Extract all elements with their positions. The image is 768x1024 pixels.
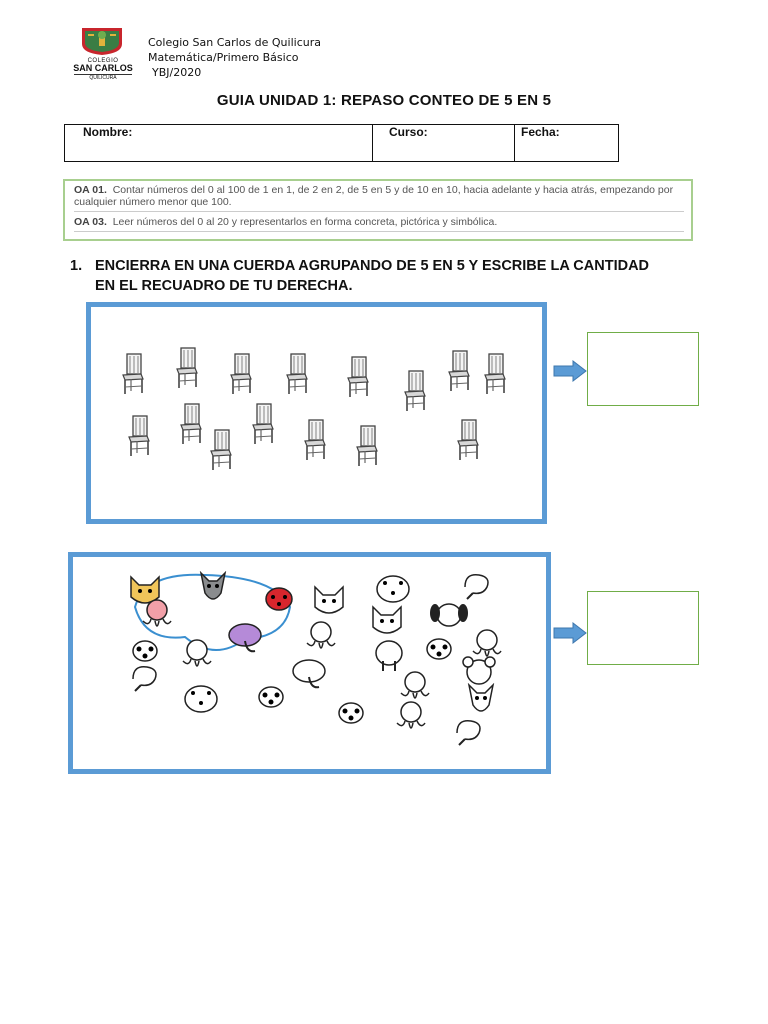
logo-line-colegio: COLEGIO — [87, 58, 119, 64]
chair-icon — [346, 356, 370, 398]
leopard-face-icon — [373, 571, 413, 607]
chair-icon — [355, 425, 379, 467]
dog-face-icon — [429, 597, 469, 633]
document-code: YBJ/2020 — [152, 66, 202, 79]
answer-box-2[interactable] — [587, 591, 699, 665]
arrow-right-icon — [553, 360, 587, 382]
ladybug-icon — [259, 579, 299, 615]
octopus-icon — [301, 619, 341, 655]
chair-icon — [175, 347, 199, 389]
walrus-icon — [369, 637, 409, 673]
chair-icon — [251, 403, 275, 445]
chair-icon — [285, 353, 309, 395]
objective-oa01 — [74, 184, 684, 212]
learning-objectives-box — [63, 179, 693, 241]
cat-face-icon — [367, 603, 407, 639]
chair-icon — [209, 429, 233, 471]
donkey-face-icon — [193, 571, 233, 607]
chair-icon — [483, 353, 507, 395]
date-label: Fecha: — [521, 125, 560, 139]
instruction-number: 1. — [70, 258, 83, 274]
exercise-1-frame[interactable] — [86, 302, 547, 524]
logo-line-quilicura: QUILICURA — [74, 74, 132, 81]
answer-box-1[interactable] — [587, 332, 699, 406]
page-title: GUIA UNIDAD 1: REPASO CONTEO DE 5 EN 5 — [216, 92, 552, 109]
logo-line-san-carlos: SAN CARLOS — [73, 63, 133, 73]
logo-caption — [66, 58, 140, 81]
name-field[interactable] — [65, 125, 373, 161]
objective-oa03 — [74, 216, 684, 232]
elephant-icon — [289, 655, 329, 691]
donkey-face-icon — [461, 683, 501, 719]
objective-oa01-text: Contar números del 0 al 100 de 1 en 1, de 2 en 2, de 5 en 5 y de 10 en 10, hacia adelante y hacia atrás, empezando por cualquier número menor que 100. — [74, 184, 674, 208]
school-name: Colegio San Carlos de Quilicura — [148, 36, 321, 49]
subject-grade: Matemática/Primero Básico — [148, 51, 299, 64]
name-label: Nombre: — [83, 125, 133, 139]
objective-oa03-text: Leer números del 0 al 20 y representarlos en forma concreta, pictórica y simbólica. — [112, 216, 498, 228]
chair-icon — [447, 350, 471, 392]
chair-icon — [303, 419, 327, 461]
objective-oa03-code: OA 03. — [74, 216, 107, 228]
chair-icon — [179, 403, 203, 445]
octopus-icon — [137, 597, 177, 633]
arrow-right-icon — [553, 622, 587, 644]
chair-icon — [229, 353, 253, 395]
course-label: Curso: — [389, 125, 428, 139]
elephant-icon — [225, 619, 265, 655]
chair-icon — [403, 370, 427, 412]
course-field[interactable] — [373, 125, 515, 161]
exercise-2-frame[interactable] — [68, 552, 551, 774]
student-info-table — [64, 124, 619, 162]
school-info — [148, 35, 321, 80]
instruction-text: ENCIERRA EN UNA CUERDA AGRUPANDO DE 5 EN 5 Y ESCRIBE LA CANTIDAD EN EL RECUADRO DE TU DERECHA. — [95, 258, 650, 294]
ladybug-icon — [419, 629, 459, 665]
date-field[interactable] — [515, 125, 620, 161]
octopus-icon — [391, 699, 431, 735]
flamingo-icon — [125, 661, 165, 697]
ladybug-icon — [331, 693, 371, 729]
chair-icon — [456, 419, 480, 461]
octopus-icon — [177, 637, 217, 673]
chair-icon — [127, 415, 151, 457]
school-logo-shield-icon — [80, 26, 124, 56]
leopard-face-icon — [181, 681, 221, 717]
cat-face-icon — [309, 583, 349, 619]
ladybug-icon — [251, 677, 291, 713]
objective-oa01-code: OA 01. — [74, 184, 107, 196]
chair-icon — [121, 353, 145, 395]
flamingo-icon — [449, 715, 489, 751]
